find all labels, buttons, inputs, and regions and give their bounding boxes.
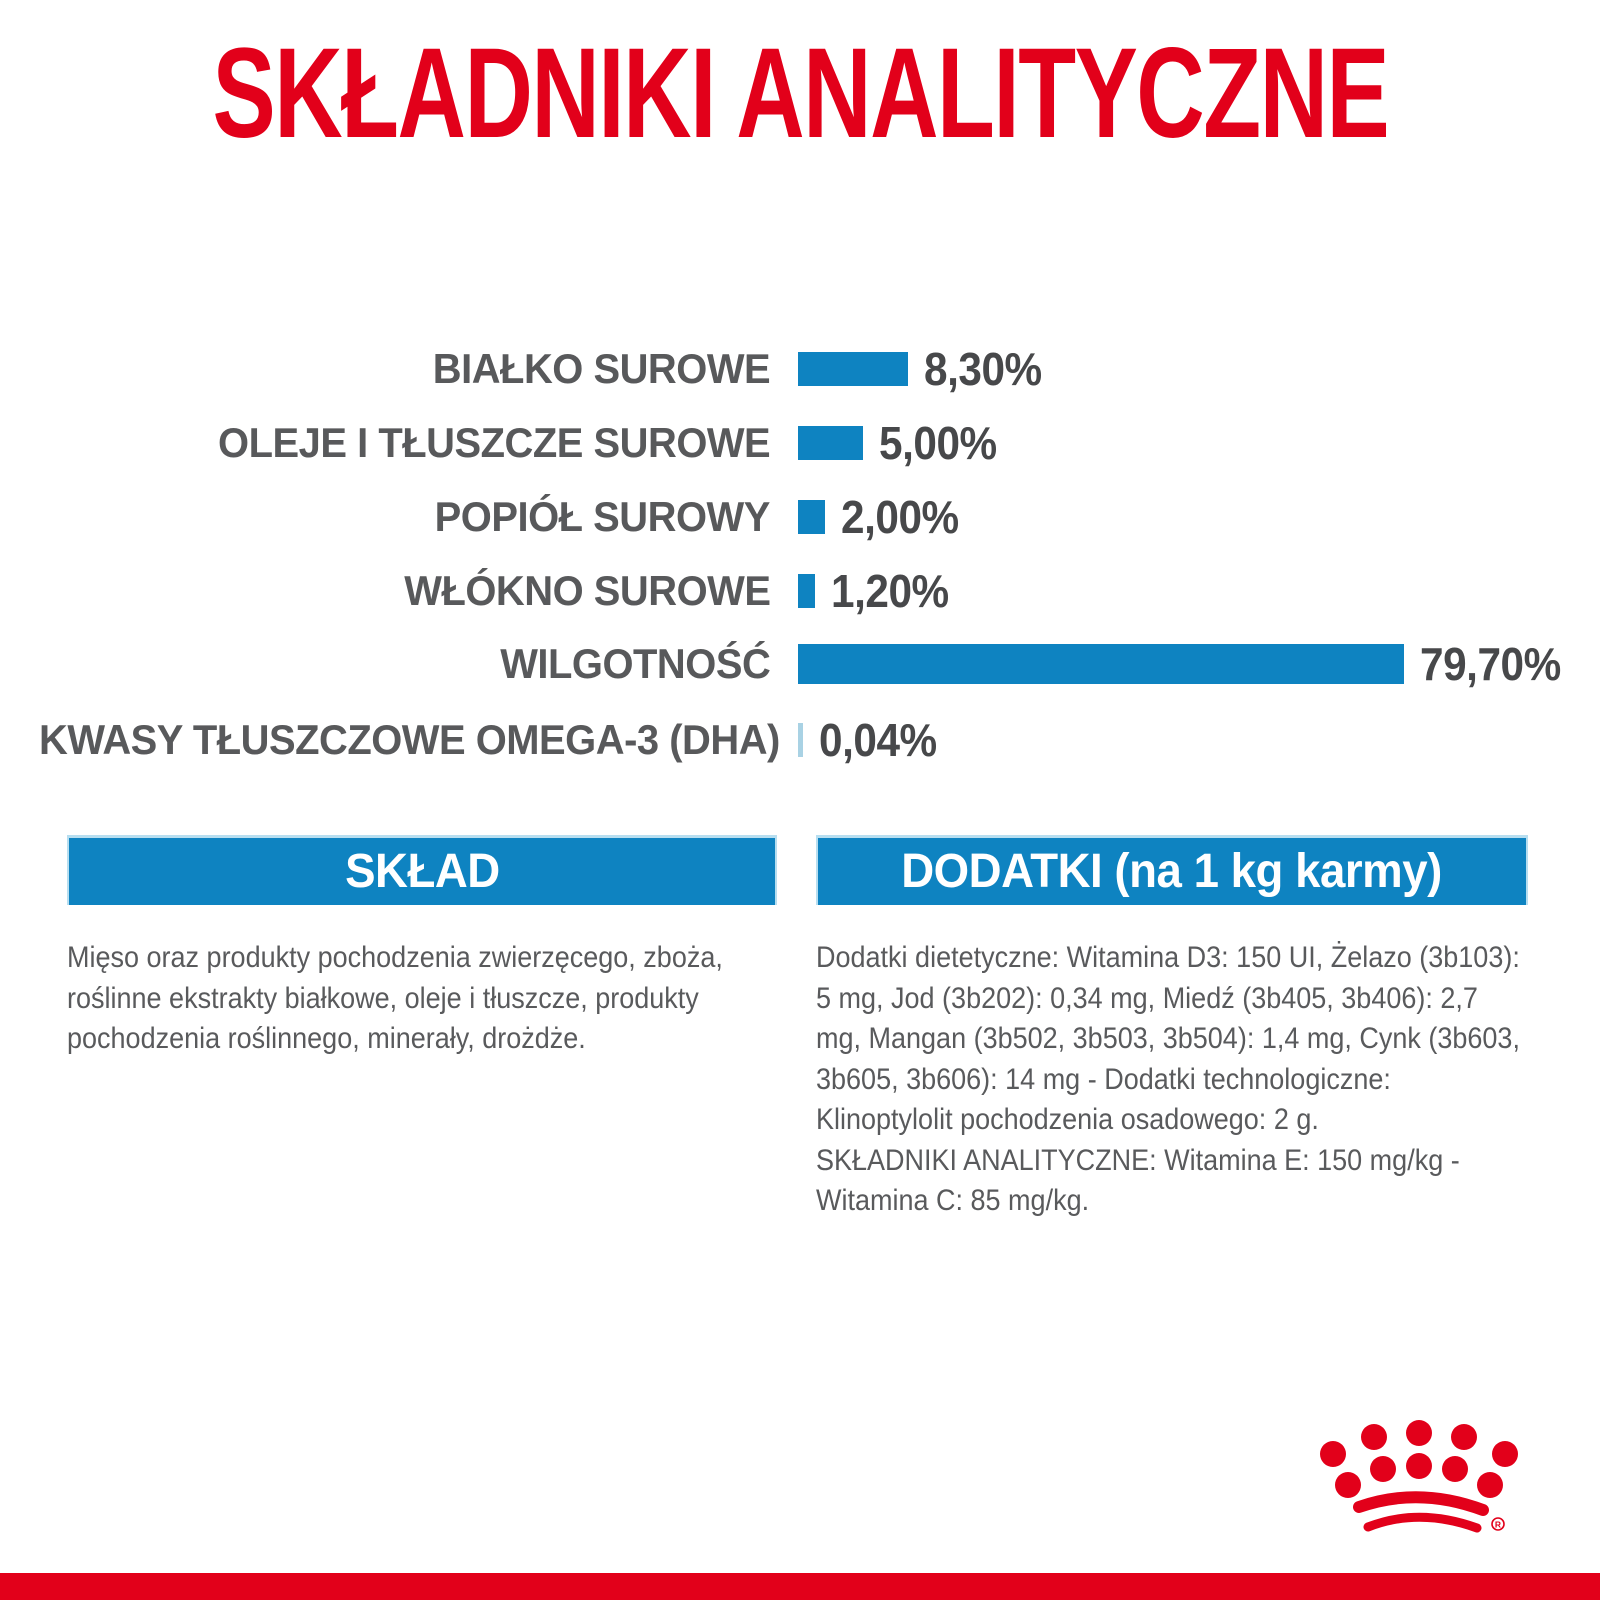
chart-category-label: OLEJE I TŁUSZCZE SUROWE: [217, 419, 770, 466]
chart-category-label: WŁÓKNO SUROWE: [403, 567, 770, 614]
chart-category-label: KWASY TŁUSZCZOWE OMEGA-3 (DHA): [38, 716, 780, 763]
additives-header: [816, 835, 1528, 905]
page-title-text: SKŁADNIKI ANALITYCZNE: [212, 22, 1388, 165]
additives-text: [816, 938, 1528, 1222]
chart-value-label: 0,04%: [819, 714, 937, 766]
chart-bar: [798, 426, 863, 460]
chart-value-label: 1,20%: [831, 565, 949, 617]
chart-value-label: 5,00%: [879, 417, 997, 469]
chart-row: [0, 413, 1600, 473]
bottom-red-strip: [0, 1573, 1600, 1600]
additives-header-text: DODATKI (na 1 kg karmy): [901, 845, 1443, 898]
composition-paragraph: Mięso oraz produkty pochodzenia zwierzęcego, zboża, roślinne ekstrakty białkowe, oleje i tłuszcze, produkty pochodzenia roślinnego, minerały, drożdże.: [67, 941, 723, 1055]
chart-category-label: POPIÓŁ SUROWY: [434, 493, 770, 540]
chart-row: [0, 634, 1600, 694]
chart-bar: [798, 500, 825, 534]
additives-paragraph-1: Dodatki dietetyczne: Witamina D3: 150 UI, Żelazo (3b103): 5 mg, Jod (3b202): 0,34 mg, Miedź (3b405, 3b406): 2,7 mg, Mangan (3b502, 3b503, 3b504): 1,4 mg, Cynk (3b603, 3b605, 3b606): 14 mg - Dodatki technologiczne: Klinoptylolit pochodzenia osadowego: 2 g.: [816, 941, 1520, 1136]
svg-text:R: R: [1494, 1519, 1502, 1530]
chart-bar: [798, 352, 908, 386]
registered-trademark-icon: [1492, 1518, 1504, 1530]
chart-value-label: 79,70%: [1420, 638, 1561, 690]
composition-header-text: SKŁAD: [344, 845, 500, 898]
additives-paragraph-2: SKŁADNIKI ANALITYCZNE: Witamina E: 150 mg/kg - Witamina C: 85 mg/kg.: [816, 1143, 1460, 1217]
chart-row: [0, 487, 1600, 547]
chart-row: [0, 561, 1600, 621]
chart-bar: [798, 644, 1404, 684]
chart-bar: [798, 723, 803, 757]
chart-category-label: WILGOTNOŚĆ: [499, 640, 770, 687]
page-title: [0, 22, 1600, 165]
chart-bar: [798, 574, 815, 608]
chart-row: [0, 710, 1600, 770]
chart-value-label: 2,00%: [841, 491, 959, 543]
chart-row: [0, 339, 1600, 399]
chart-value-label: 8,30%: [924, 343, 1042, 395]
composition-header: [67, 835, 777, 905]
royal-canin-crown-icon: [1310, 1400, 1540, 1550]
composition-text: [67, 938, 770, 1060]
chart-category-label: BIAŁKO SUROWE: [432, 345, 770, 392]
